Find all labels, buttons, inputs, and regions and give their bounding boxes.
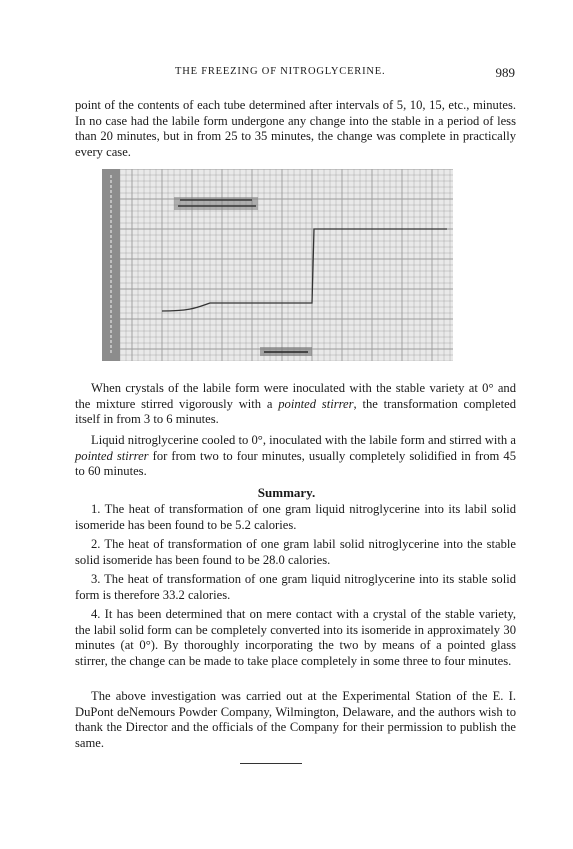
paragraph-inoculation — [75, 381, 516, 428]
emphasis-text: pointed stirrer — [75, 448, 149, 463]
intro-paragraph: point of the contents of each tube determined after intervals of 5, 10, 15, etc., minutes. In no case had the labile form undergone any change into the stable in a period of less than 20 minutes, but in from 25 to 35 minutes, the change was complete in practically every case. — [75, 98, 516, 159]
summary-item-2: 2. The heat of transformation of one gram labil solid nitroglycerine into the stable solid isomeride has been found to be 28.0 calories. — [75, 537, 516, 567]
page-number: 989 — [495, 65, 515, 80]
paragraph-text: Liquid nitroglycerine cooled to 0°, inoculated with the labile form and stirred with a — [91, 433, 516, 447]
paragraph-text: for from two to four minutes, usually completely solidified in from 45 to 60 minutes. — [75, 448, 516, 479]
end-rule — [240, 763, 302, 764]
emphasis-text: pointed stirrer — [278, 396, 354, 411]
graph-left-strip — [102, 169, 120, 361]
transformation-figure — [102, 169, 453, 361]
summary-item-1: 1. The heat of transformation of one gram liquid nitroglycerine into its labil solid isomeride has been found to be 5.2 calories. — [75, 502, 516, 532]
paragraph-liquid-nitroglycerine — [75, 433, 516, 480]
paragraph-text: , the transformation completed itself in from 3 to 6 minutes. — [75, 396, 516, 427]
acknowledgment-paragraph: The above investigation was carried out at the Experimental Station of the E. I. DuPont deNemours Powder Company, Wilmington, Delaware, and the authors wish to thank the Director and the officials of the Company for their permission to publish the same. — [75, 689, 516, 750]
graph-xaxis-smudge — [260, 347, 312, 356]
graph-legend-smudge — [174, 197, 258, 210]
summary-item-4: 4. It has been determined that on mere contact with a crystal of the stable variety, the labil solid form can be completely converted into its isomeride in approximately 30 minutes (at 0°). By thoroughly incorporating the two by means of a pointed glass stirrer, the change can be made to take place completely in some three to four minutes. — [75, 607, 516, 668]
paragraph-text: When crystals of the labile form were inoculated with the stable variety at 0° and the mixture stirred vigorously with a — [75, 381, 516, 411]
summary-heading: Summary. — [257, 485, 316, 500]
graph-plot — [102, 169, 453, 361]
running-title: THE FREEZING OF NITROGLYCERINE. — [175, 66, 386, 77]
running-header — [75, 66, 515, 82]
summary-item-3: 3. The heat of transformation of one gram liquid nitroglycerine into its stable solid form is therefore 33.2 calories. — [75, 572, 516, 602]
